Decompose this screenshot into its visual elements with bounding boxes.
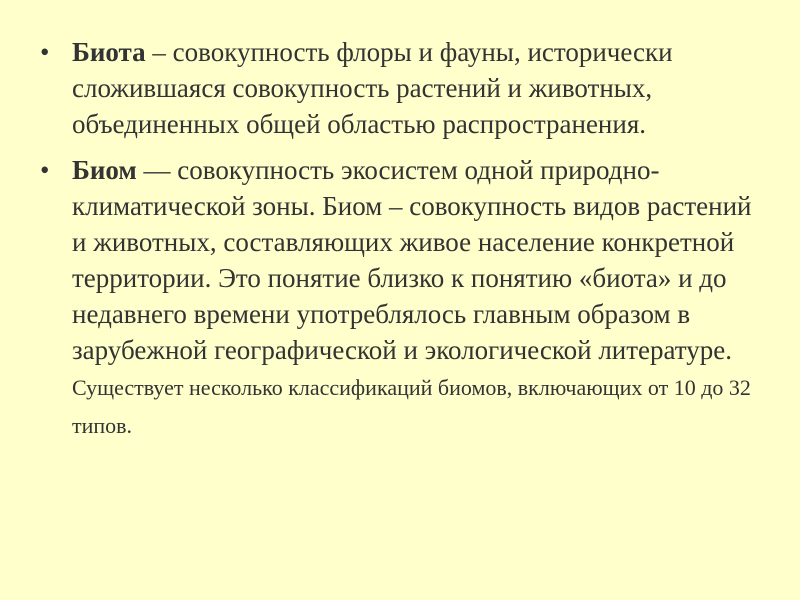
- bullet-icon: •: [40, 37, 50, 67]
- bullet-item-biom: [36, 152, 770, 444]
- bullet-list: [36, 34, 770, 444]
- bullet-item-biota: [36, 34, 770, 142]
- term-biom: Биом: [72, 155, 137, 185]
- bullet-icon: •: [40, 155, 50, 185]
- definition-biom-note: Существует несколько классификаций биомов, включающих от 10 до 32 типов.: [72, 375, 751, 438]
- definition-biom: — совокупность экосистем одной природно-климатической зоны. Биом – совокупность видов растений и животных, составляющих живое население конкретной территории. Это понятие близко к понятию «биота» и до недавнего времени употреблялось главным образом в зарубежной географической и экологической литературе.: [72, 155, 752, 365]
- term-biota: Биота: [72, 37, 146, 67]
- definition-biota: – совокупность флоры и фауны, исторически сложившаяся совокупность растений и животных, объединенных общей областью распространения.: [72, 37, 673, 139]
